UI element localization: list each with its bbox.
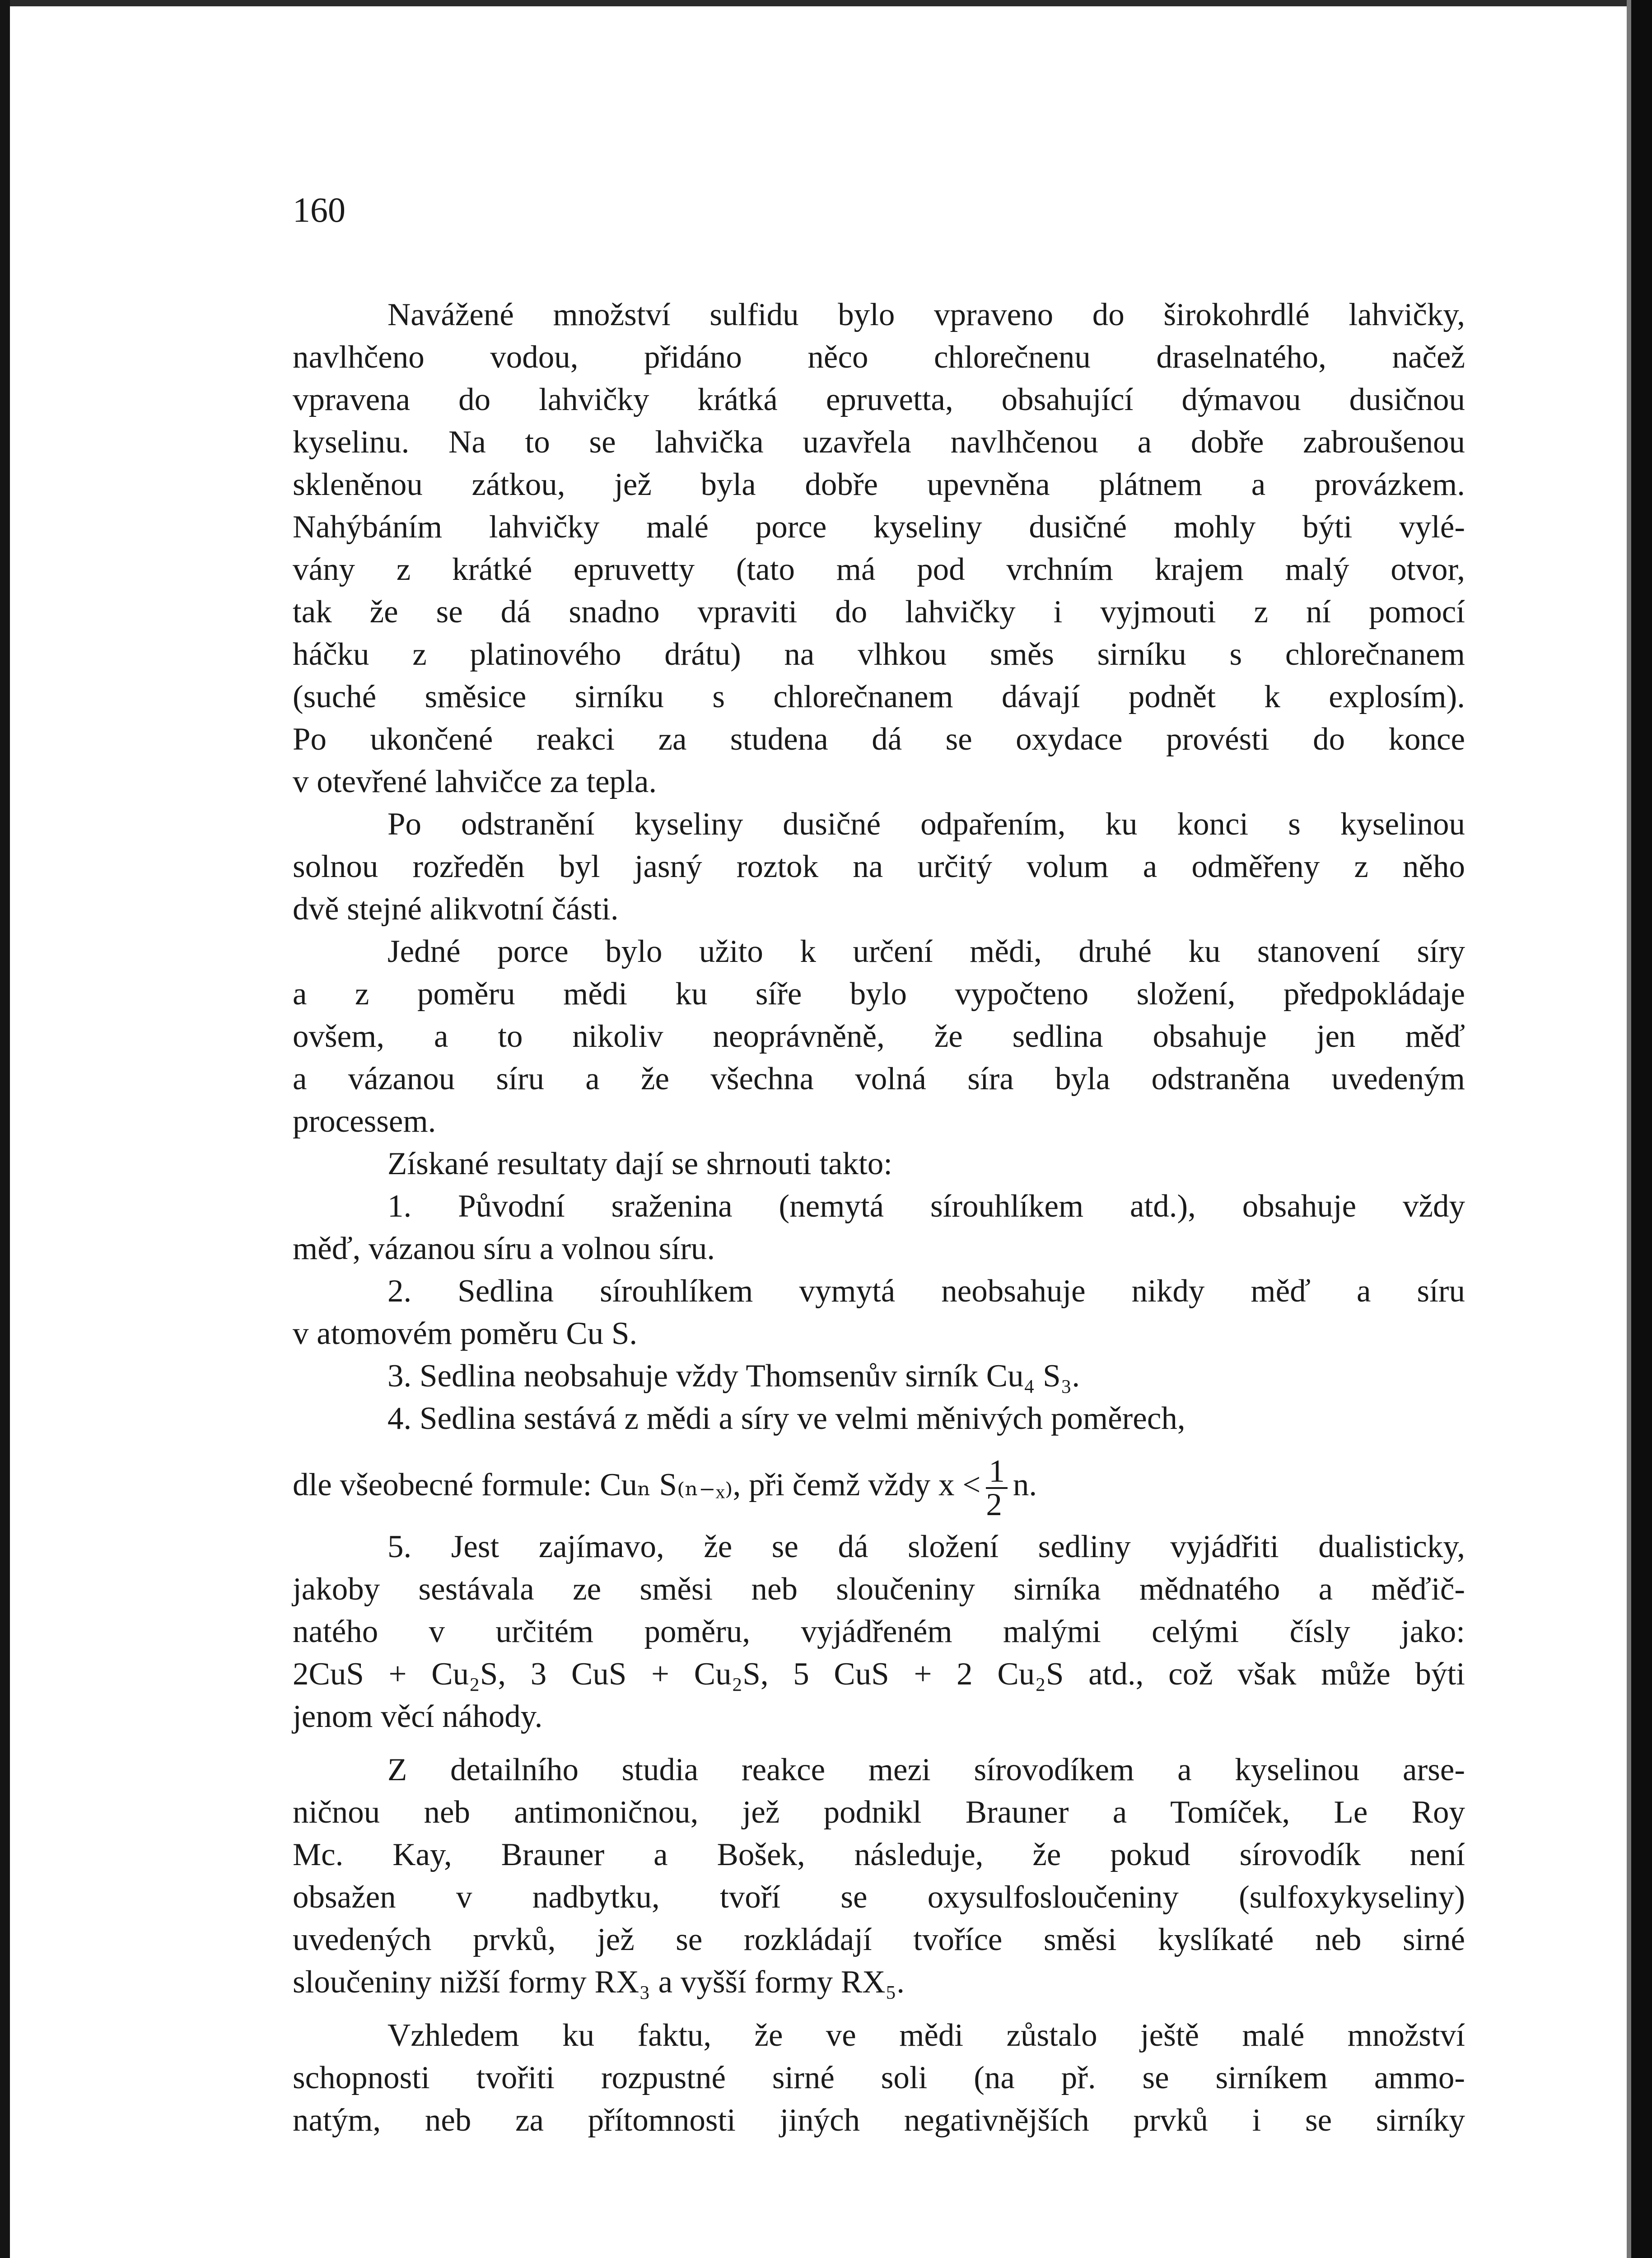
paragraph	[293, 1526, 1465, 1738]
paragraph	[293, 2014, 1465, 2141]
text-line: jakoby sestávala ze směsi neb sloučeniny sirníka mědnatého a měďič-	[293, 1572, 1465, 1607]
page-number: 160	[293, 190, 345, 229]
scan-border-right	[1631, 0, 1652, 2258]
text-line: Po ukončené reakci za studena dá se oxydace provésti do konce	[293, 722, 1465, 757]
paragraph	[293, 803, 1465, 930]
text-line: háčku z platinového drátu) na vlhkou směs sirníku s chlorečnanem	[293, 637, 1465, 672]
paragraph	[293, 1355, 1465, 1397]
text-line: 1. Původní sraženina (nemytá sírouhlíkem atd.), obsahuje vždy	[387, 1189, 1465, 1224]
text-line: Mc. Kay, Brauner a Bošek, následuje, že pokud sírovodík není	[293, 1837, 1465, 1872]
text-line: ovšem, a to nikoliv neoprávněně, že sedlina obsahuje jen měď	[293, 1019, 1465, 1054]
text-line: Nahýbáním lahvičky malé porce kyseliny dusičné mohly býti vylé-	[293, 509, 1465, 545]
text-line: a z poměru mědi ku síře bylo vypočteno složení, předpokládaje	[293, 976, 1465, 1012]
text-line: jenom věcí náhody.	[293, 1699, 543, 1734]
text-line: schopnosti tvořiti rozpustné sirné soli (na př. se sirníkem ammo-	[293, 2060, 1465, 2095]
formula-line	[293, 1444, 1465, 1526]
text-line: vpravena do lahvičky krátká epruvetta, obsahující dýmavou dusičnou	[293, 382, 1465, 417]
text-line: Získané resultaty dají se shrnouti takto:	[387, 1146, 893, 1181]
paragraph	[293, 1185, 1465, 1270]
text-line: (suché směsice sirníku s chlorečnanem dávají podnět k explosím).	[293, 679, 1465, 714]
text-line: 3. Sedlina neobsahuje vždy Thomsenův sirník Cu₄ S₃.	[387, 1358, 1080, 1394]
text-line: navlhčeno vodou, přidáno něco chlorečnenu draselnatého, načež	[293, 340, 1465, 375]
text-line: 4. Sedlina sestává z mědi a síry ve velmi měnivých poměrech,	[387, 1401, 1185, 1436]
scan-border-top	[0, 0, 1652, 6]
text-line: 2CuS + Cu₂S, 3 CuS + Cu₂S, 5 CuS + 2 Cu₂S atd., což však může býti	[293, 1656, 1465, 1692]
paragraph	[293, 1143, 1465, 1185]
text-body-before-formula	[293, 294, 1465, 1440]
fraction-numerator: 1	[986, 1456, 1008, 1489]
scan-border-left	[0, 0, 10, 2258]
text-line: obsažen v nadbytku, tvoří se oxysulfosloučeniny (sulfoxykyseliny)	[293, 1880, 1465, 1915]
text-body-after-formula	[293, 1526, 1465, 2141]
text-line: Z detailního studia reakce mezi sírovodíkem a kyselinou arse-	[387, 1752, 1465, 1787]
fraction-denominator: 2	[986, 1487, 1002, 1522]
text-line: v otevřené lahvičce za tepla.	[293, 764, 657, 799]
text-line: tak že se dá snadno vpraviti do lahvičky i vyjmouti z ní pomocí	[293, 594, 1465, 630]
page-content	[293, 190, 1465, 2141]
text-line: natého v určitém poměru, vyjádřeném malými celými čísly jako:	[293, 1614, 1465, 1649]
text-line: ničnou neb antimoničnou, jež podnikl Brauner a Tomíček, Le Roy	[293, 1795, 1465, 1830]
text-line: 5. Jest zajímavo, že se dá složení sedliny vyjádřiti dualisticky,	[387, 1529, 1465, 1564]
text-line: dvě stejné alikvotní části.	[293, 891, 619, 927]
text-line: solnou rozředěn byl jasný roztok na určitý volum a odměřeny z něho	[293, 849, 1465, 884]
text-line: kyselinu. Na to se lahvička uzavřela navlhčenou a dobře zabroušenou	[293, 425, 1465, 460]
text-line: skleněnou zátkou, jež byla dobře upevněna plátnem a provázkem.	[293, 467, 1465, 502]
text-line: Jedné porce bylo užito k určení mědi, druhé ku stanovení síry	[387, 934, 1465, 969]
text-line: a vázanou síru a že všechna volná síra byla odstraněna uvedeným	[293, 1061, 1465, 1096]
text-line: 2. Sedlina sírouhlíkem vymytá neobsahuje nikdy měď a síru	[387, 1274, 1465, 1309]
text-line: Navážené množství sulfidu bylo vpraveno do širokohrdlé lahvičky,	[387, 297, 1465, 332]
paragraph	[293, 1270, 1465, 1355]
text-line: měď, vázanou síru a volnou síru.	[293, 1231, 715, 1266]
text-line: vány z krátké epruvetty (tato má pod vrchním krajem malý otvor,	[293, 552, 1465, 587]
text-line: uvedených prvků, jež se rozkládají tvoříce směsi kyslíkaté neb sirné	[293, 1922, 1465, 1957]
text-line: Po odstranění kyseliny dusičné odpařením, ku konci s kyselinou	[387, 807, 1465, 842]
fraction-one-half	[986, 1453, 1008, 1522]
text-line: processem.	[293, 1104, 436, 1139]
paragraph	[293, 930, 1465, 1143]
formula-prefix: dle všeobecné formule: Cuₙ S₍ₙ₋ₓ₎, při čemž vždy x <	[293, 1467, 981, 1502]
paragraph	[293, 294, 1465, 803]
text-line: natým, neb za přítomnosti jiných negativnějších prvků i se sirníky	[293, 2103, 1465, 2138]
text-line: v atomovém poměru Cu S.	[293, 1316, 638, 1351]
scan-border-right-edge	[1627, 0, 1631, 2258]
text-line: Vzhledem ku faktu, že ve mědi zůstalo ještě malé množství	[387, 2018, 1465, 2053]
text-line: sloučeniny nižší formy RX₃ a vyšší formy RX₅.	[293, 1964, 905, 2000]
paragraph	[293, 1749, 1465, 2003]
formula-suffix: n.	[1013, 1467, 1037, 1502]
paragraph	[293, 1397, 1465, 1440]
